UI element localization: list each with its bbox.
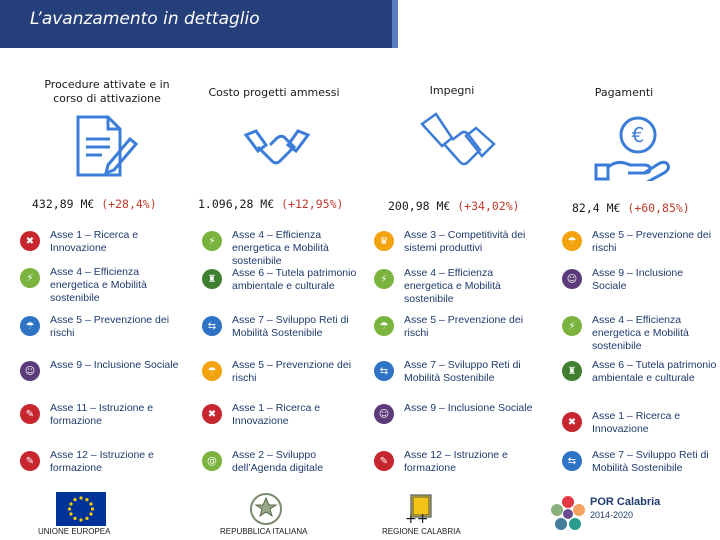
inclusion-icon: ☺ <box>562 269 582 289</box>
handshake-icon <box>244 125 310 171</box>
list-item <box>374 359 534 385</box>
competitiveness-icon: ♛ <box>374 231 394 251</box>
digital-agenda-icon: @ <box>202 451 222 471</box>
metric-amount: 200,98 M€ <box>388 199 451 213</box>
axis-label: Asse 5 – Prevenzione dei rischi <box>50 314 170 339</box>
list-item <box>20 229 190 255</box>
title-bar <box>0 0 398 48</box>
energy-icon: ⚡ <box>20 268 40 288</box>
list-item <box>202 359 362 385</box>
education-icon: ✎ <box>374 451 394 471</box>
list-item <box>374 229 534 255</box>
metric-payments <box>572 201 690 215</box>
axis-label: Asse 4 – Efficienza energetica e Mobilità sostenibile <box>50 266 147 304</box>
research-icon: ✖ <box>202 404 222 424</box>
document-pen-icon <box>70 115 146 177</box>
list-item <box>374 449 534 475</box>
list-item <box>562 229 720 255</box>
svg-text:€: € <box>631 123 645 147</box>
axis-label: Asse 4 – Efficienza energetica e Mobilità sostenibile <box>404 267 501 305</box>
italian-emblem-logo <box>246 490 286 528</box>
axis-label: Asse 12 – Istruzione e formazione <box>50 449 154 474</box>
mobility-icon: ⇆ <box>562 451 582 471</box>
list-item <box>562 314 720 353</box>
axis-label: Asse 5 – Prevenzione dei rischi <box>404 314 524 339</box>
axis-label: Asse 7 – Sviluppo Reti di Mobilità Sostenibile <box>404 359 521 384</box>
page-title: L’avanzamento in dettaglio <box>30 9 260 29</box>
energy-icon: ⚡ <box>202 231 222 251</box>
axis-label: Asse 7 – Sviluppo Reti di Mobilità Sostenibile <box>592 449 709 474</box>
eu-flag-logo <box>56 492 106 526</box>
por-calabria-flower-logo <box>548 494 588 534</box>
axis-label: Asse 6 – Tutela patrimonio ambientale e culturale <box>232 267 357 292</box>
list-item <box>202 267 362 293</box>
axis-label: Asse 11 – Istruzione e formazione <box>50 402 154 427</box>
energy-icon: ⚡ <box>562 316 582 336</box>
por-title: POR Calabria <box>590 496 661 508</box>
education-icon: ✎ <box>20 404 40 424</box>
metric-percent: (+28,4%) <box>101 197 157 211</box>
research-icon: ✖ <box>562 412 582 432</box>
list-item <box>20 402 190 428</box>
list-item <box>202 314 362 340</box>
axis-label: Asse 9 – Inclusione Sociale <box>50 359 179 371</box>
energy-icon: ⚡ <box>374 269 394 289</box>
metric-percent: (+12,95%) <box>281 197 344 211</box>
inclusion-icon: ☺ <box>20 361 40 381</box>
risk-prevention-icon: ☂ <box>20 316 40 336</box>
hand-euro-coin-icon <box>594 115 670 181</box>
eu-label: UNIONE EUROPEA <box>38 527 111 536</box>
list-item <box>20 314 190 340</box>
axis-label: Asse 6 – Tutela patrimonio ambientale e culturale <box>592 359 717 384</box>
axis-label: Asse 1 – Ricerca e Innovazione <box>592 410 681 435</box>
axis-label: Asse 7 – Sviluppo Reti di Mobilità Sostenibile <box>232 314 349 339</box>
calabria-logo <box>403 493 439 525</box>
column-header-commitments: Impegni <box>429 84 475 97</box>
list-item <box>374 314 534 340</box>
italy-label: REPUBBLICA ITALIANA <box>220 527 308 536</box>
metric-percent: (+34,02%) <box>457 199 520 213</box>
axis-label: Asse 12 – Istruzione e formazione <box>404 449 508 474</box>
title-accent <box>392 0 398 48</box>
svg-text:++: ++ <box>405 511 429 525</box>
education-icon: ✎ <box>20 451 40 471</box>
axis-label: Asse 4 – Efficienza energetica e Mobilità sostenibile <box>592 314 689 352</box>
metric-amount: 1.096,28 M€ <box>198 197 275 211</box>
axis-label: Asse 1 – Ricerca e Innovazione <box>232 402 321 427</box>
handshake-icon <box>418 110 498 178</box>
column-header-payments: Pagamenti <box>594 86 654 99</box>
inclusion-icon: ☺ <box>374 404 394 424</box>
column-header-costs: Costo progetti ammessi <box>208 86 340 99</box>
list-item <box>562 267 720 293</box>
list-item <box>562 410 720 436</box>
mobility-icon: ⇆ <box>374 361 394 381</box>
list-item <box>20 359 190 381</box>
axis-label: Asse 4 – Efficienza energetica e Mobilità sostenibile <box>232 229 329 267</box>
list-item <box>20 266 190 305</box>
list-item <box>374 402 534 424</box>
heritage-icon: ♜ <box>562 361 582 381</box>
axis-label: Asse 3 – Competitività dei sistemi produttivi <box>404 229 526 254</box>
metric-amount: 82,4 M€ <box>572 201 621 215</box>
risk-prevention-icon: ☂ <box>562 231 582 251</box>
mobility-icon: ⇆ <box>202 316 222 336</box>
axis-label: Asse 9 – Inclusione Sociale <box>592 267 684 292</box>
axis-label: Asse 5 – Prevenzione dei rischi <box>592 229 712 254</box>
axis-label: Asse 5 – Prevenzione dei rischi <box>232 359 352 384</box>
metric-amount: 432,89 M€ <box>32 197 95 211</box>
research-icon: ✖ <box>20 231 40 251</box>
risk-prevention-icon: ☂ <box>374 316 394 336</box>
calabria-label: REGIONE CALABRIA <box>382 527 461 536</box>
por-years: 2014-2020 <box>590 510 634 520</box>
axis-label: Asse 9 – Inclusione Sociale <box>404 402 533 414</box>
axis-label: Asse 2 – Sviluppo dell’Agenda digitale <box>232 449 324 474</box>
risk-prevention-icon: ☂ <box>202 361 222 381</box>
list-item <box>562 359 720 385</box>
list-item <box>202 229 362 268</box>
metric-procedures <box>32 197 157 211</box>
metric-costs <box>198 197 343 211</box>
metric-commitments <box>388 199 520 213</box>
metric-percent: (+60,85%) <box>627 201 690 215</box>
list-item <box>562 449 720 475</box>
axis-label: Asse 1 – Ricerca e Innovazione <box>50 229 139 254</box>
list-item <box>202 449 362 475</box>
list-item <box>20 449 190 475</box>
column-header-procedures: Procedure attivate e in corso di attivazione <box>44 78 170 105</box>
list-item <box>374 267 534 306</box>
list-item <box>202 402 362 428</box>
heritage-icon: ♜ <box>202 269 222 289</box>
